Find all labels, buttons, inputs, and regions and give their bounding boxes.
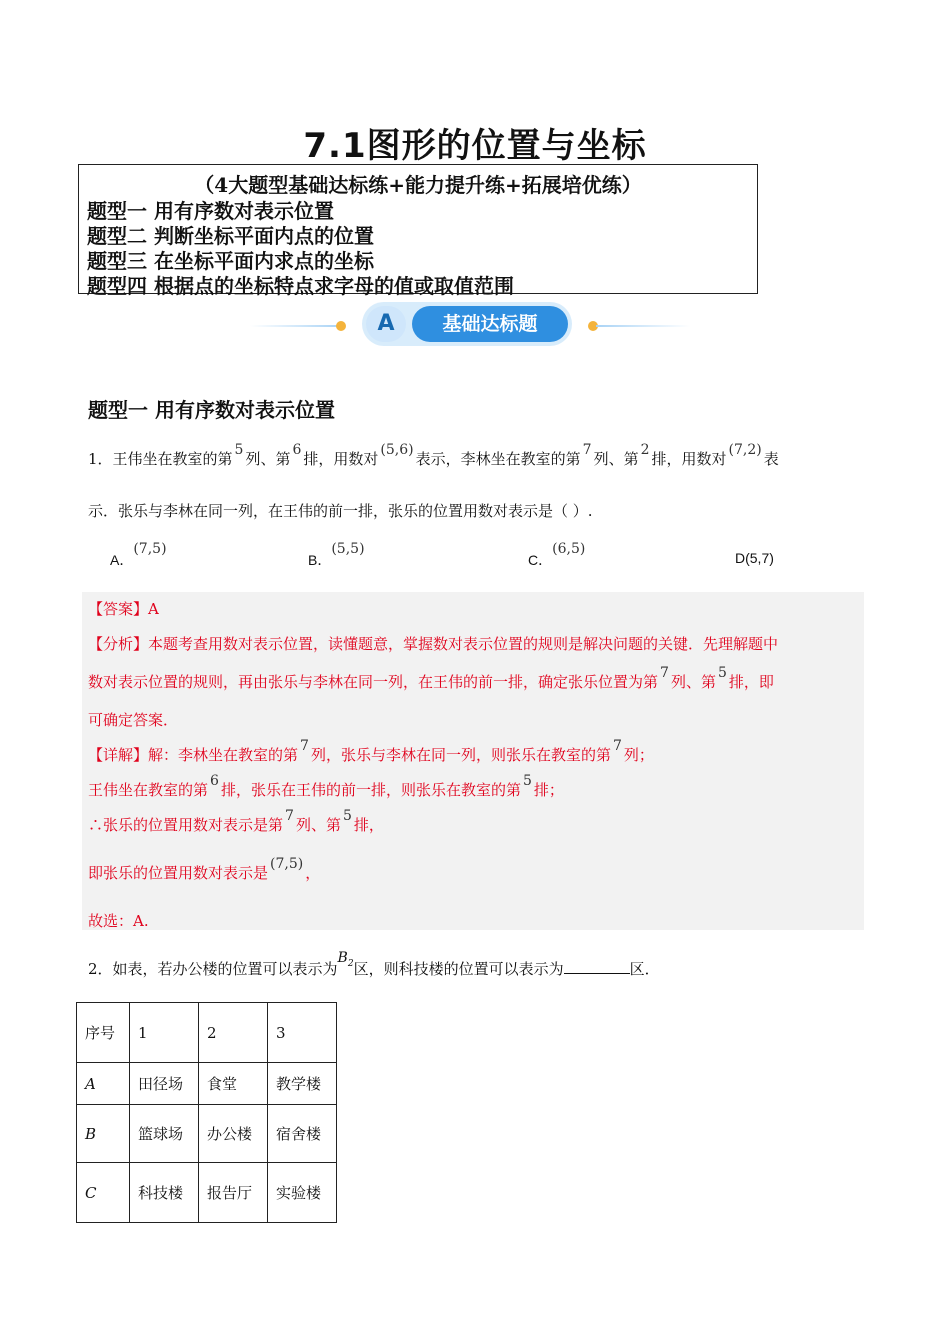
analysis-line: 【分析】本题考查用数对表示位置，读懂题意，掌握数对表示位置的规则是解决问题的关键．先理解题中: [88, 635, 779, 653]
text: 排，用数对: [303, 450, 379, 468]
page-title: 7.1图形的位置与坐标: [303, 126, 647, 166]
toc-subtitle: （4大题型基础达标练+能力提升练+拓展培优练）: [194, 173, 642, 197]
option-a[interactable]: [110, 538, 167, 568]
text: 2．如表，若办公楼的位置可以表示为: [88, 960, 338, 978]
text: 区．: [629, 960, 660, 978]
table-row: [77, 1105, 337, 1163]
table-cell: 报告厅: [199, 1163, 268, 1223]
option-value: (5,5): [331, 541, 365, 557]
option-label: B．: [308, 552, 332, 568]
table-cell: A: [77, 1063, 130, 1105]
toc-item: 题型一 用有序数对表示位置: [87, 199, 334, 223]
detail-line: [88, 808, 384, 835]
analysis-line: 可确定答案．: [88, 711, 179, 729]
text: 区，则科技楼的位置可以表示为: [353, 960, 564, 978]
table-cell: 教学楼: [268, 1063, 337, 1105]
table-cell: 宿舍楼: [268, 1105, 337, 1163]
text: 排，: [353, 816, 384, 834]
table-cell: 实验楼: [268, 1163, 337, 1223]
table-row: [77, 1063, 337, 1105]
table-cell: B: [77, 1105, 130, 1163]
option-label: C．: [528, 552, 553, 568]
analysis-line: [88, 665, 774, 692]
math: 5: [522, 773, 532, 789]
table-cell: 序号: [77, 1003, 130, 1063]
text: 排，张乐在王伟的前一排，则张乐在教室的第: [220, 781, 521, 799]
math: (7,2): [728, 442, 762, 458]
answer-blank[interactable]: [564, 959, 630, 974]
text: 数对表示位置的规则，再由张乐与李林在同一列，在王伟的前一排，确定张乐位置为第: [88, 673, 659, 691]
banner-letter: A: [366, 306, 406, 342]
text: 表示，李林坐在教室的第: [415, 450, 581, 468]
toc-item: 题型四 根据点的坐标特点求字母的值或取值范围: [87, 274, 514, 298]
answer-line: 【答案】A: [88, 600, 159, 618]
toc-item: 题型二 判断坐标平面内点的位置: [87, 224, 374, 248]
text: 【详解】解：李林坐在教室的第: [88, 746, 299, 764]
math: 2: [640, 442, 650, 458]
text: 表: [763, 450, 779, 468]
math: 7: [582, 442, 592, 458]
math: 6: [210, 773, 219, 789]
detail-line: 故选：A.: [88, 912, 149, 930]
text: 即张乐的位置用数对表示是: [88, 864, 269, 882]
math: 7: [285, 808, 294, 824]
detail-line: [88, 773, 564, 800]
math: 6: [292, 442, 302, 458]
question-1-line-1: [88, 442, 779, 469]
option-b[interactable]: [308, 538, 365, 568]
banner-dot-left: [336, 321, 346, 331]
toc-box: [78, 164, 758, 298]
table-cell: 食堂: [199, 1063, 268, 1105]
math: (5,6): [380, 442, 414, 458]
math-letter: B: [337, 950, 348, 966]
banner-label: 基础达标题: [412, 306, 568, 342]
banner-line-left: [250, 325, 340, 327]
text: ，: [305, 864, 321, 882]
detail-line: [88, 738, 654, 765]
table-cell: C: [77, 1163, 130, 1223]
table-row: [77, 1163, 337, 1223]
text: 列、第: [245, 450, 291, 468]
text: ∴张乐的位置用数对表示是第: [88, 816, 284, 834]
text: 王伟坐在教室的第: [88, 781, 209, 799]
section-heading: 题型一 用有序数对表示位置: [88, 398, 335, 422]
text: 1．王伟坐在教室的第: [88, 450, 233, 468]
text: 排，即: [728, 673, 774, 691]
math: 7: [300, 738, 309, 754]
location-table: [76, 1002, 337, 1223]
option-c[interactable]: [528, 538, 586, 568]
math: 5: [234, 442, 244, 458]
question-2: [88, 950, 660, 981]
table-cell: 篮球场: [130, 1105, 199, 1163]
section-banner: [250, 302, 690, 350]
table-cell: 科技楼: [130, 1163, 199, 1223]
text: 列、第: [295, 816, 341, 834]
table-cell: 1: [130, 1003, 199, 1063]
math: 7: [612, 738, 622, 754]
text: 列、第: [593, 450, 639, 468]
toc-item: 题型三 在坐标平面内求点的坐标: [87, 249, 374, 273]
text: 列，张乐与李林在同一列，则张乐在教室的第: [310, 746, 611, 764]
option-value: (7,5): [133, 541, 167, 557]
math: 7: [660, 665, 669, 681]
option-label: A．: [110, 552, 134, 568]
math: 5: [717, 665, 727, 681]
option-value: (6,5): [552, 541, 586, 557]
table-row: [77, 1003, 337, 1063]
text: 排，用数对: [651, 450, 727, 468]
table-cell: 3: [268, 1003, 337, 1063]
answer-box: [82, 592, 864, 930]
math-subscript: 2: [347, 958, 354, 969]
question-1-line-2: 示．张乐与李林在同一列，在王伟的前一排，张乐的位置用数对表示是（ ）.: [88, 502, 593, 520]
text: 列；: [623, 746, 654, 764]
text: 排；: [533, 781, 564, 799]
math: 5: [342, 808, 352, 824]
math: [337, 950, 354, 969]
table-cell: 2: [199, 1003, 268, 1063]
math: (7,5): [270, 856, 304, 872]
table-cell: 田径场: [130, 1063, 199, 1105]
detail-line: [88, 856, 321, 883]
banner-line-right: [596, 325, 690, 327]
table-cell: 办公楼: [199, 1105, 268, 1163]
text: 列、第: [670, 673, 716, 691]
option-d[interactable]: D(5,7): [735, 550, 774, 566]
